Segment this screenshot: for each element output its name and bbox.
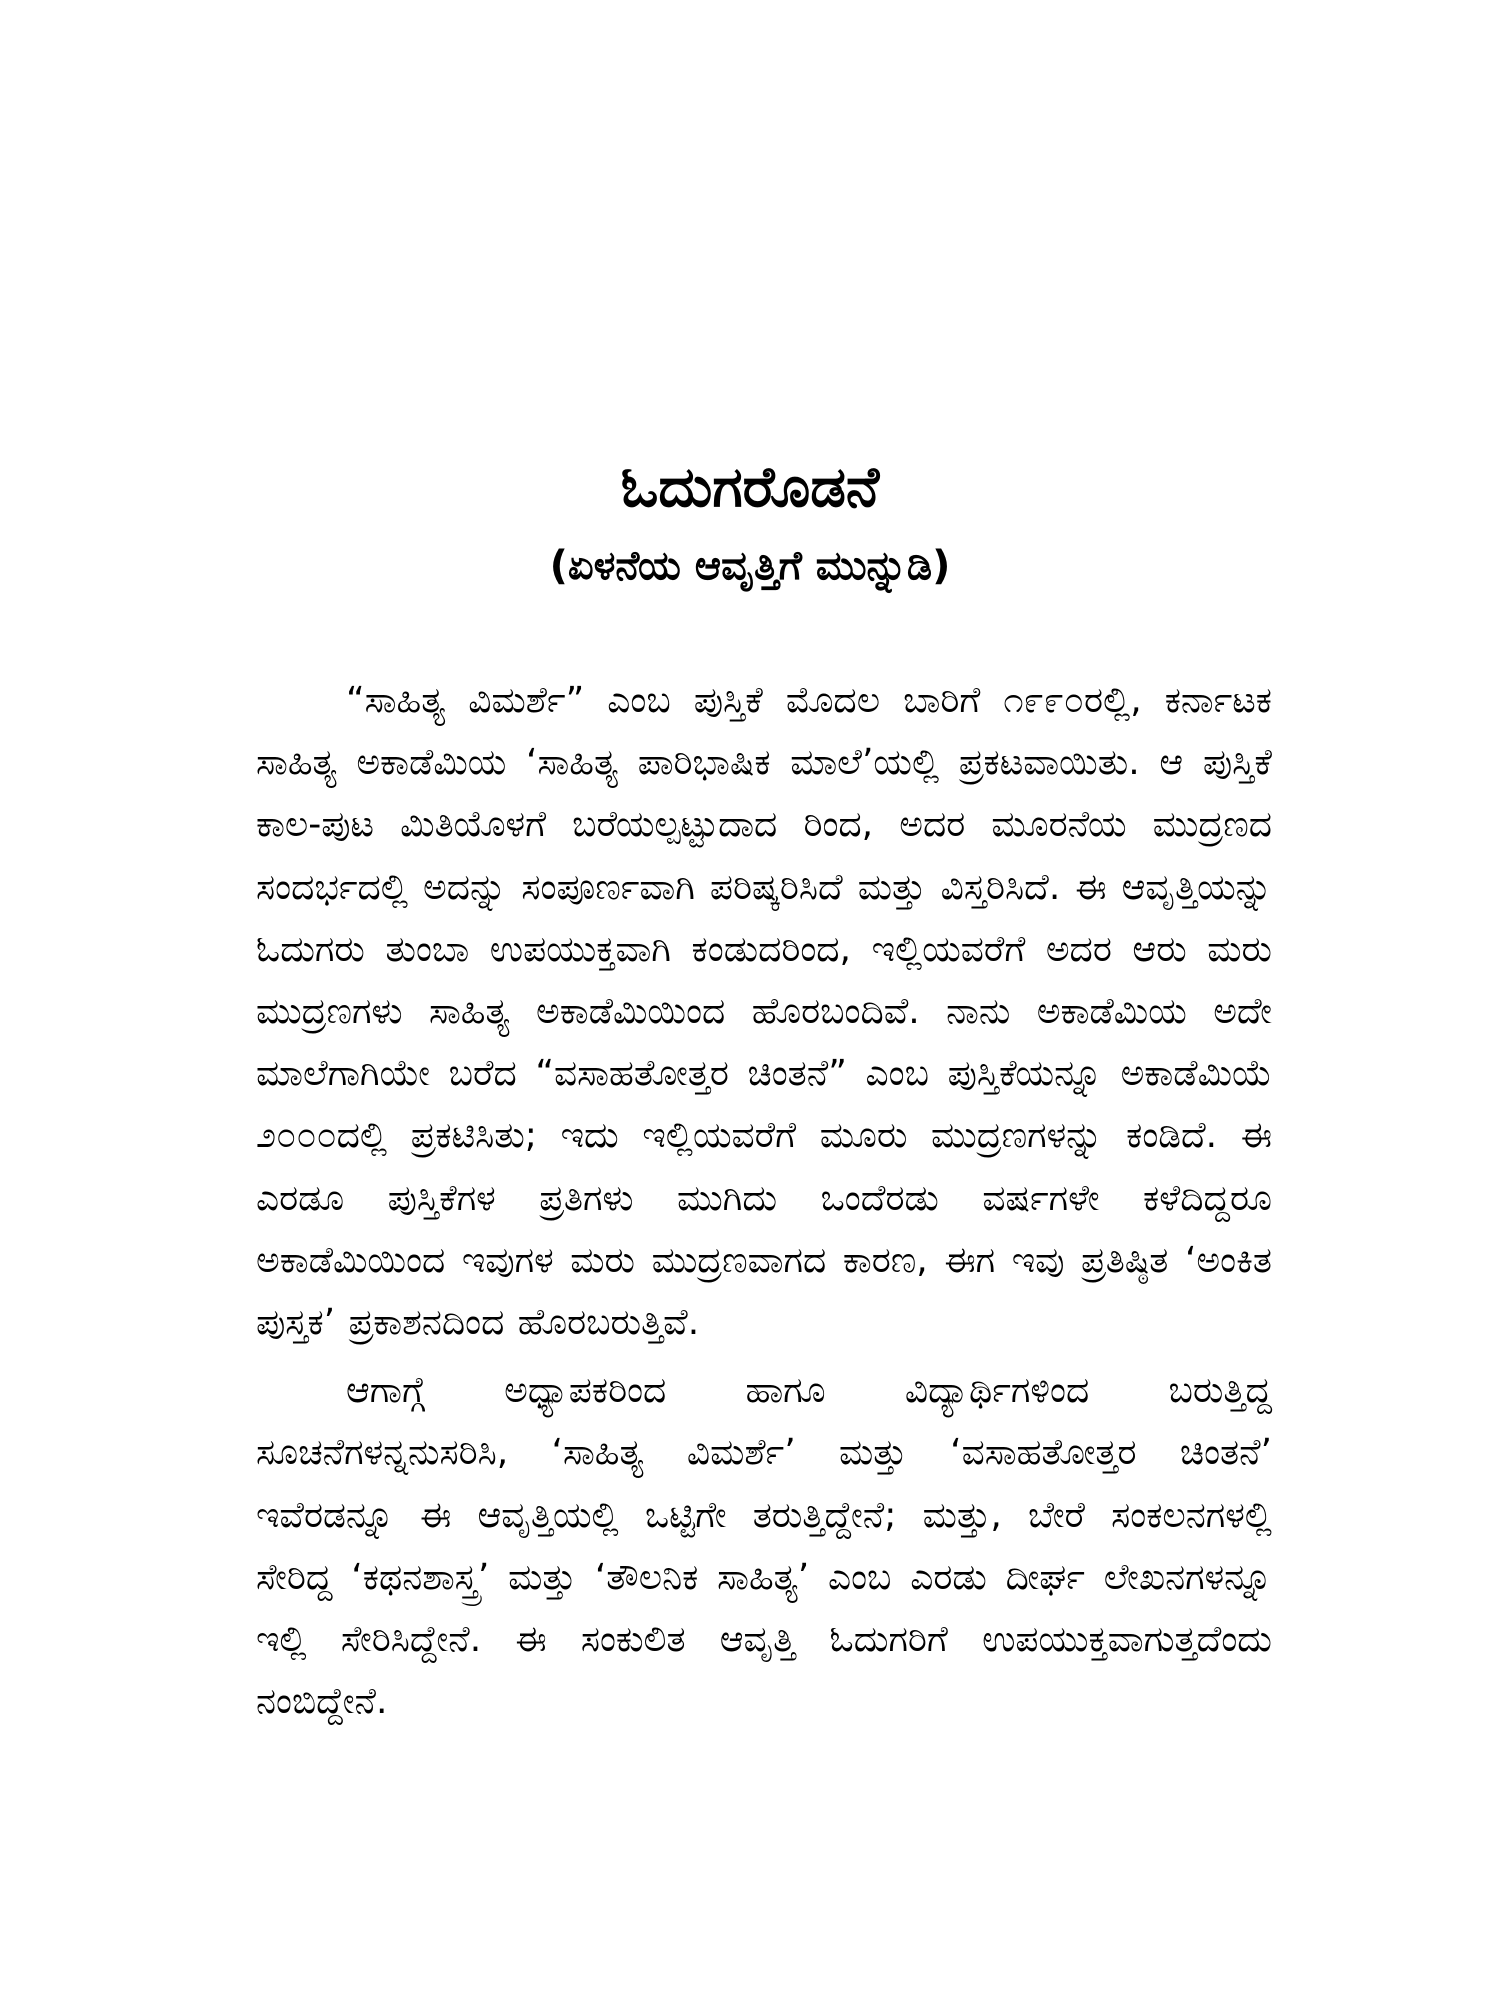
page-subtitle: (ಏಳನೆಯ ಆವೃತ್ತಿಗೆ ಮುನ್ನುಡಿ) bbox=[549, 543, 951, 589]
body-text bbox=[256, 670, 1272, 1733]
paragraph-2: ಆಗಾಗ್ಗೆ ಅಧ್ಯಾಪಕರಿಂದ ಹಾಗೂ ವಿದ್ಯಾರ್ಥಿಗಳಿಂದ ಬರುತ್ತಿದ್ದ ಸೂಚನೆಗಳನ್ನನುಸರಿಸಿ, ‘ಸಾಹಿತ್ಯ ವಿಮರ್ಶೆ’ ಮತ್ತು ‘ವಸಾಹತೋತ್ತರ ಚಿಂತನೆ’ ಇವೆರಡನ್ನೂ ಈ ಆವೃತ್ತಿಯಲ್ಲಿ ಒಟ್ಟಿಗೇ ತರುತ್ತಿದ್ದೇನೆ; ಮತ್ತು, ಬೇರೆ ಸಂಕಲನಗಳಲ್ಲಿ ಸೇರಿದ್ದ ‘ಕಥನಶಾಸ್ತ್ರ’ ಮತ್ತು ‘ತೌಲನಿಕ ಸಾಹಿತ್ಯ’ ಎಂಬ ಎರಡು ದೀರ್ಘ ಲೇಖನಗಳನ್ನೂ ಇಲ್ಲಿ ಸೇರಿಸಿದ್ದೇನೆ. ಈ ಸಂಕುಲಿತ ಆವೃತ್ತಿ ಓದುಗರಿಗೆ ಉಪಯುಕ್ತವಾಗುತ್ತದೆಂದು ನಂಬಿದ್ದೇನೆ. bbox=[256, 1370, 1272, 1723]
paragraph-1: “ಸಾಹಿತ್ಯ ವಿಮರ್ಶೆ” ಎಂಬ ಪುಸ್ತಿಕೆ ಮೊದಲ ಬಾರಿಗೆ ೧೯೯೦ರಲ್ಲಿ, ಕರ್ನಾಟಕ ಸಾಹಿತ್ಯ ಅಕಾಡೆಮಿಯ ‘ಸಾಹಿತ್ಯ ಪಾರಿಭಾಷಿಕ ಮಾಲೆ’ಯಲ್ಲಿ ಪ್ರಕಟವಾಯಿತು. ಆ ಪುಸ್ತಿಕೆ ಕಾಲ-ಪುಟ ಮಿತಿಯೊಳಗೆ ಬರೆಯಲ್ಪಟ್ಟುದಾದ ರಿಂದ, ಅದರ ಮೂರನೆಯ ಮುದ್ರಣದ ಸಂದರ್ಭದಲ್ಲಿ ಅದನ್ನು ಸಂಪೂರ್ಣವಾಗಿ ಪರಿಷ್ಕರಿಸಿದೆ ಮತ್ತು ವಿಸ್ತರಿಸಿದೆ. ಈ ಆವೃತ್ತಿಯನ್ನು ಓದುಗರು ತುಂಬಾ ಉಪಯುಕ್ತವಾಗಿ ಕಂಡುದರಿಂದ, ಇಲ್ಲಿಯವರೆಗೆ ಅದರ ಆರು ಮರು ಮುದ್ರಣಗಳು ಸಾಹಿತ್ಯ ಅಕಾಡೆಮಿಯಿಂದ ಹೊರಬಂದಿವೆ. ನಾನು ಅಕಾಡೆಮಿಯ ಅದೇ ಮಾಲೆಗಾಗಿಯೇ ಬರೆದ “ವಸಾಹತೋತ್ತರ ಚಿಂತನೆ” ಎಂಬ ಪುಸ್ತಿಕೆಯನ್ನೂ ಅಕಾಡೆಮಿಯೆ ೨೦೦೦ದಲ್ಲಿ ಪ್ರಕಟಿಸಿತು; ಇದು ಇಲ್ಲಿಯವರೆಗೆ ಮೂರು ಮುದ್ರಣಗಳನ್ನು ಕಂಡಿದೆ. ಈ ಎರಡೂ ಪುಸ್ತಿಕೆಗಳ ಪ್ರತಿಗಳು ಮುಗಿದು ಒಂದೆರಡು ವರ್ಷಗಳೇ ಕಳೆದಿದ್ದರೂ ಅಕಾಡೆಮಿಯಿಂದ ಇವುಗಳ ಮರು ಮುದ್ರಣವಾಗದ ಕಾರಣ, ಈಗ ಇವು ಪ್ರತಿಷ್ಠಿತ ‘ಅಂಕಿತ ಪುಸ್ತಕ’ ಪ್ರಕಾಶನದಿಂದ ಹೊರಬರುತ್ತಿವೆ. bbox=[256, 680, 1272, 1344]
page-title: ಓದುಗರೊಡನೆ bbox=[620, 455, 880, 520]
